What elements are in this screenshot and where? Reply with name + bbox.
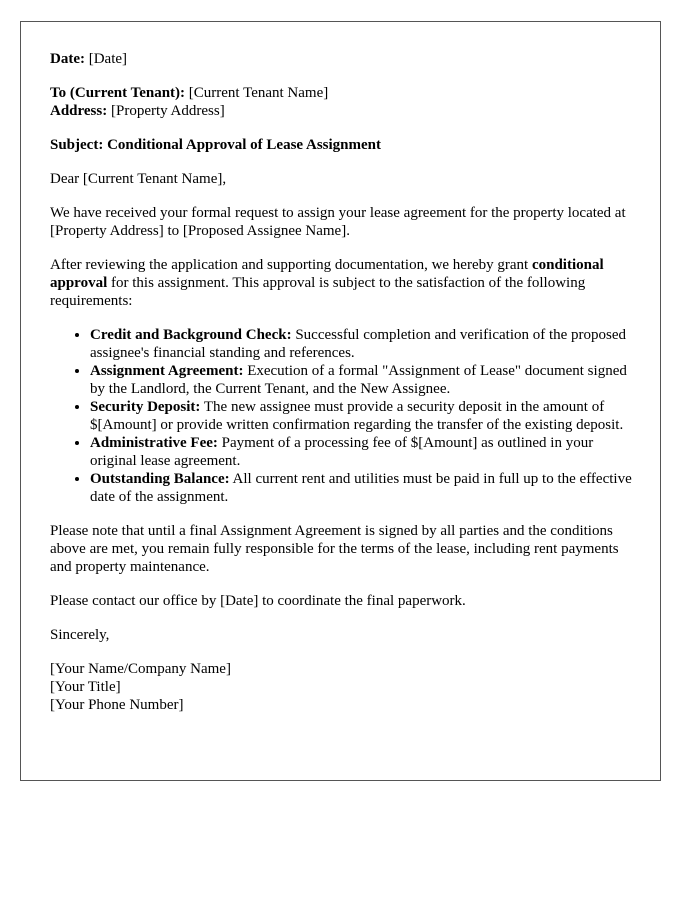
approval-text-after: for this assignment. This approval is subject to the satisfaction of the following requirements: bbox=[50, 275, 586, 309]
recipient-block bbox=[50, 84, 640, 120]
requirement-title: Administrative Fee: bbox=[90, 435, 218, 451]
letter-page bbox=[20, 21, 661, 781]
responsibility-paragraph: Please note that until a final Assignment Agreement is signed by all parties and the conditions above are met, you remain fully responsible for the terms of the lease, including rent payments and property maintenance. bbox=[50, 523, 619, 575]
requirement-item bbox=[90, 470, 640, 506]
letter-header-date bbox=[50, 50, 640, 68]
date-label: Date: bbox=[50, 51, 85, 67]
signature-block bbox=[50, 660, 640, 714]
address-value: [Property Address] bbox=[107, 103, 225, 119]
contact-paragraph: Please contact our office by [Date] to coordinate the final paperwork. bbox=[50, 593, 466, 609]
requirement-text: All current rent and utilities must be paid in full up to the effective date of the assignment. bbox=[90, 471, 632, 505]
signature-title: [Your Title] bbox=[50, 679, 121, 695]
requirement-text: Execution of a formal "Assignment of Lease" document signed by the Landlord, the Current Tenant, and the New Assignee. bbox=[90, 363, 627, 397]
approval-paragraph bbox=[50, 256, 640, 310]
to-value: [Current Tenant Name] bbox=[185, 85, 329, 101]
recipient-line bbox=[50, 84, 640, 102]
requirement-text: Payment of a processing fee of $[Amount] as outlined in your original lease agreement. bbox=[90, 435, 594, 469]
signature-phone: [Your Phone Number] bbox=[50, 697, 184, 713]
subject-text: Subject: Conditional Approval of Lease Assignment bbox=[50, 137, 382, 153]
requirement-item bbox=[90, 362, 640, 398]
closing: Sincerely, bbox=[50, 627, 110, 643]
requirement-text: Successful completion and verification of the proposed assignee's financial standing and references. bbox=[90, 327, 627, 361]
letter-content bbox=[50, 50, 640, 714]
signature-name: [Your Name/Company Name] bbox=[50, 661, 231, 677]
requirement-item bbox=[90, 398, 640, 434]
address-label: Address: bbox=[50, 103, 108, 119]
to-label: To (Current Tenant): bbox=[50, 85, 186, 101]
requirement-title: Outstanding Balance: bbox=[90, 471, 230, 487]
requirement-text: The new assignee must provide a security deposit in the amount of $[Amount] or provide written confirmation regarding the transfer of the existing deposit. bbox=[90, 399, 624, 433]
approval-text-before: After reviewing the application and supporting documentation, we hereby grant bbox=[50, 257, 532, 273]
subject-line bbox=[50, 136, 640, 154]
request-paragraph: We have received your formal request to assign your lease agreement for the property located at [Property Address] to [Proposed Assignee Name]. bbox=[50, 205, 626, 239]
requirement-title: Assignment Agreement: bbox=[90, 363, 244, 379]
requirement-item bbox=[90, 434, 640, 470]
requirement-title: Credit and Background Check: bbox=[90, 327, 292, 343]
date-value: [Date] bbox=[84, 51, 128, 67]
requirement-title: Security Deposit: bbox=[90, 399, 201, 415]
approval-emphasis: conditional approval bbox=[50, 257, 604, 291]
address-line bbox=[50, 102, 640, 120]
requirement-item bbox=[90, 326, 640, 362]
requirements-list bbox=[50, 326, 640, 506]
salutation: Dear [Current Tenant Name], bbox=[50, 171, 227, 187]
